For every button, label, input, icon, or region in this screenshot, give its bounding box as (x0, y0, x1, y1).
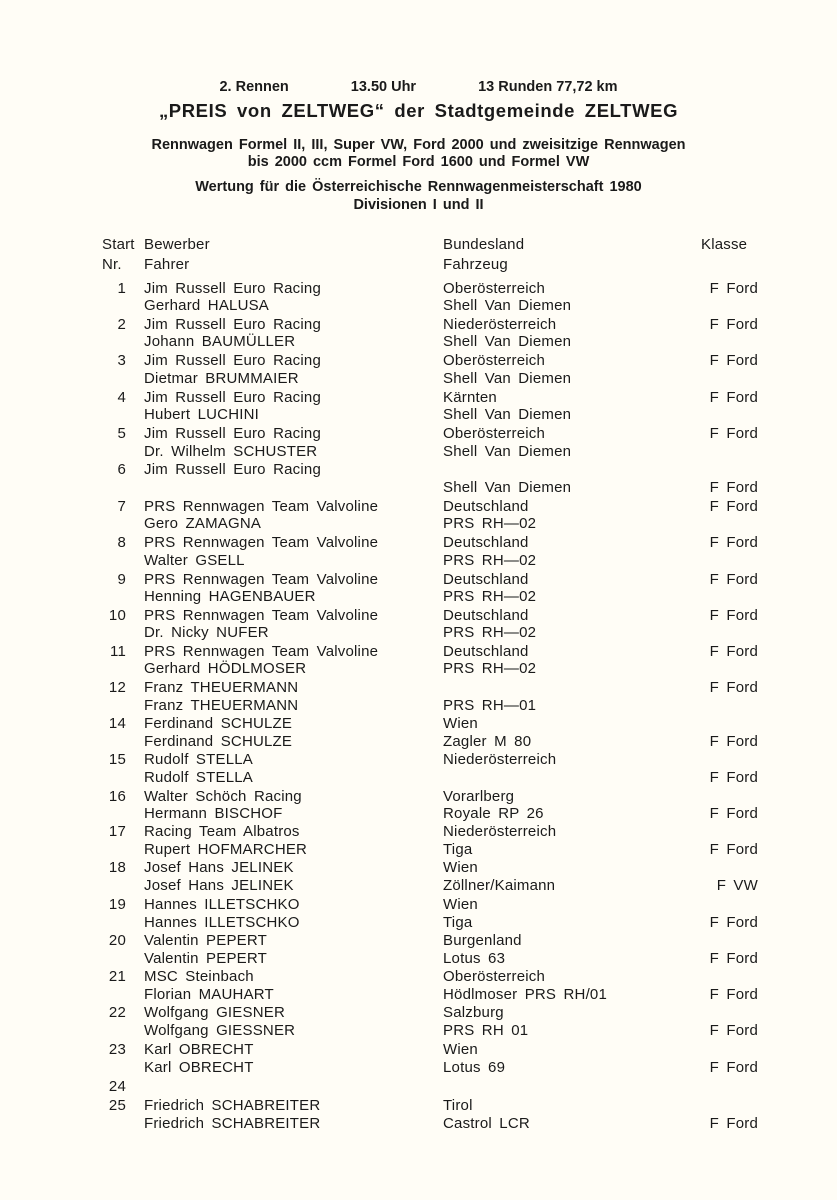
entrant: Walter Schöch Racing (144, 788, 302, 805)
start-number: 4 (117, 389, 126, 406)
driver: Ferdinand SCHULZE (144, 733, 293, 750)
class: F Ford (709, 316, 758, 333)
classes-line-2: bis 2000 ccm Formel Ford 1600 und Formel VW (247, 154, 590, 170)
start-number: 11 (110, 643, 126, 660)
vehicle: Castrol LCR (443, 1115, 530, 1132)
class: F Ford (709, 643, 758, 660)
vehicle: Hödlmoser PRS RH/01 (443, 986, 608, 1003)
class: F Ford (709, 1022, 758, 1039)
entrant: Jim Russell Euro Racing (144, 352, 321, 369)
entrant: Friedrich SCHABREITER (144, 1097, 321, 1114)
driver: Friedrich SCHABREITER (144, 1115, 321, 1132)
class: F Ford (709, 950, 758, 967)
driver: Gerhard HÖDLMOSER (144, 660, 307, 677)
vehicle: PRS RH 01 (443, 1022, 529, 1039)
vehicle: Royale RP 26 (443, 805, 544, 822)
entrant: Franz THEUERMANN (144, 679, 299, 696)
driver: Gerhard HALUSA (144, 297, 270, 314)
entrant: Jim Russell Euro Racing (144, 316, 321, 333)
start-number: 6 (117, 461, 126, 478)
state: Oberösterreich (443, 425, 546, 442)
race-info (0, 79, 837, 95)
vehicle: Shell Van Diemen (443, 443, 572, 460)
entrant: Jim Russell Euro Racing (144, 280, 321, 297)
vehicle: PRS RH—02 (443, 660, 537, 677)
start-number: 2 (117, 316, 126, 333)
state: Wien (443, 896, 478, 913)
vehicle: Shell Van Diemen (443, 479, 572, 496)
vehicle: PRS RH—02 (443, 515, 537, 532)
entrant: PRS Rennwagen Team Valvoline (144, 643, 379, 660)
state: Oberösterreich (443, 352, 546, 369)
entrant: Ferdinand SCHULZE (144, 715, 293, 732)
race-number: 2. Rennen (219, 79, 289, 95)
race-title: „PREIS von ZELTWEG“ der Stadtgemeinde ZELTWEG (158, 100, 679, 121)
entrant: Jim Russell Euro Racing (144, 389, 321, 406)
entrant: Josef Hans JELINEK (144, 859, 294, 876)
start-number: 7 (117, 498, 126, 515)
class: F Ford (709, 425, 758, 442)
class: F Ford (709, 1059, 758, 1076)
entrant: Jim Russell Euro Racing (144, 461, 321, 478)
class: F Ford (709, 280, 758, 297)
entrant: Jim Russell Euro Racing (144, 425, 321, 442)
state: Oberösterreich (443, 968, 546, 985)
entrant: PRS Rennwagen Team Valvoline (144, 534, 379, 551)
vehicle: Zagler M 80 (443, 733, 532, 750)
state: Tirol (443, 1097, 473, 1114)
driver: Henning HAGENBAUER (144, 588, 316, 605)
entrant: Rudolf STELLA (144, 751, 253, 768)
vehicle: Shell Van Diemen (443, 370, 572, 387)
col-header-bundesland: Bundesland (443, 236, 525, 253)
driver: Walter GSELL (144, 552, 245, 569)
vehicle: Shell Van Diemen (443, 406, 572, 423)
state: Deutschland (443, 534, 529, 551)
col-header-nr: Nr. (102, 256, 122, 273)
col-header-klasse: Klasse (701, 236, 748, 253)
driver: Dr. Nicky NUFER (144, 624, 269, 641)
driver: Florian MAUHART (144, 986, 274, 1003)
championship-line: Wertung für die Österreichische Rennwagenmeisterschaft 1980 (195, 179, 642, 195)
driver: Johann BAUMÜLLER (144, 333, 296, 350)
entrant: MSC Steinbach (144, 968, 254, 985)
entrant: PRS Rennwagen Team Valvoline (144, 571, 379, 588)
start-number: 22 (108, 1004, 126, 1021)
start-number: 8 (117, 534, 126, 551)
entrant: Karl OBRECHT (144, 1041, 254, 1058)
class: F Ford (709, 805, 758, 822)
class: F Ford (709, 352, 758, 369)
classes-line-1: Rennwagen Formel II, III, Super VW, Ford 2000 und zweisitzige Rennwagen (151, 137, 686, 153)
state: Wien (443, 1041, 478, 1058)
state: Deutschland (443, 571, 529, 588)
driver: Rudolf STELLA (144, 769, 253, 786)
start-number: 9 (117, 571, 126, 588)
state: Wien (443, 715, 478, 732)
start-number: 17 (108, 823, 126, 840)
driver: Karl OBRECHT (144, 1059, 254, 1076)
vehicle: Shell Van Diemen (443, 297, 572, 314)
vehicle: Shell Van Diemen (443, 333, 572, 350)
race-time: 13.50 Uhr (350, 79, 417, 95)
vehicle: Tiga (443, 914, 473, 931)
class: F Ford (709, 571, 758, 588)
start-number: 5 (117, 425, 126, 442)
entrant: PRS Rennwagen Team Valvoline (144, 498, 379, 515)
divisions-line: Divisionen I und II (353, 197, 484, 213)
class: F VW (716, 877, 758, 894)
state: Oberösterreich (443, 280, 546, 297)
driver: Hermann BISCHOF (144, 805, 283, 822)
col-header-start: Start (102, 236, 135, 253)
vehicle: Tiga (443, 841, 473, 858)
entrant: Hannes ILLETSCHKO (144, 896, 300, 913)
race-distance: 13 Runden 77,72 km (478, 79, 618, 95)
class: F Ford (709, 769, 758, 786)
col-header-fahrer: Fahrer (144, 256, 190, 273)
class: F Ford (709, 479, 758, 496)
driver: Gero ZAMAGNA (144, 515, 262, 532)
state: Deutschland (443, 607, 529, 624)
driver: Dr. Wilhelm SCHUSTER (144, 443, 318, 460)
driver: Valentin PEPERT (144, 950, 268, 967)
col-header-bewerber: Bewerber (144, 236, 210, 253)
driver: Dietmar BRUMMAIER (144, 370, 299, 387)
state: Vorarlberg (443, 788, 515, 805)
class: F Ford (709, 389, 758, 406)
start-number: 14 (108, 715, 126, 732)
class: F Ford (709, 841, 758, 858)
class: F Ford (709, 1115, 758, 1132)
state: Wien (443, 859, 478, 876)
start-number: 15 (108, 751, 126, 768)
class: F Ford (709, 733, 758, 750)
class: F Ford (709, 607, 758, 624)
state: Deutschland (443, 643, 529, 660)
state: Niederösterreich (443, 316, 557, 333)
start-number: 21 (108, 968, 126, 985)
driver: Hubert LUCHINI (144, 406, 259, 423)
vehicle: PRS RH—02 (443, 588, 537, 605)
state: Niederösterreich (443, 751, 557, 768)
vehicle: PRS RH—02 (443, 624, 537, 641)
state: Deutschland (443, 498, 529, 515)
driver: Hannes ILLETSCHKO (144, 914, 300, 931)
entrant: Racing Team Albatros (144, 823, 300, 840)
start-number: 24 (108, 1078, 126, 1095)
entrant: Valentin PEPERT (144, 932, 268, 949)
driver: Josef Hans JELINEK (144, 877, 294, 894)
state: Niederösterreich (443, 823, 557, 840)
entrant: PRS Rennwagen Team Valvoline (144, 607, 379, 624)
vehicle: Zöllner/Kaimann (443, 877, 556, 894)
state: Salzburg (443, 1004, 504, 1021)
driver: Rupert HOFMARCHER (144, 841, 308, 858)
class: F Ford (709, 498, 758, 515)
class: F Ford (709, 986, 758, 1003)
start-number: 12 (108, 679, 126, 696)
driver: Franz THEUERMANN (144, 697, 299, 714)
class: F Ford (709, 534, 758, 551)
start-number: 1 (117, 280, 126, 297)
start-number: 19 (108, 896, 126, 913)
entrant: Wolfgang GIESNER (144, 1004, 285, 1021)
class: F Ford (709, 914, 758, 931)
class: F Ford (709, 679, 758, 696)
start-number: 10 (108, 607, 126, 624)
start-number: 20 (108, 932, 126, 949)
col-header-fahrzeug: Fahrzeug (443, 256, 508, 273)
start-number: 16 (108, 788, 126, 805)
vehicle: PRS RH—02 (443, 552, 537, 569)
vehicle: Lotus 69 (443, 1059, 506, 1076)
state: Burgenland (443, 932, 522, 949)
start-number: 18 (108, 859, 126, 876)
vehicle: PRS RH—01 (443, 697, 537, 714)
start-number: 25 (108, 1097, 126, 1114)
driver: Wolfgang GIESSNER (144, 1022, 296, 1039)
start-number: 23 (108, 1041, 126, 1058)
vehicle: Lotus 63 (443, 950, 506, 967)
start-number: 3 (117, 352, 126, 369)
state: Kärnten (443, 389, 497, 406)
